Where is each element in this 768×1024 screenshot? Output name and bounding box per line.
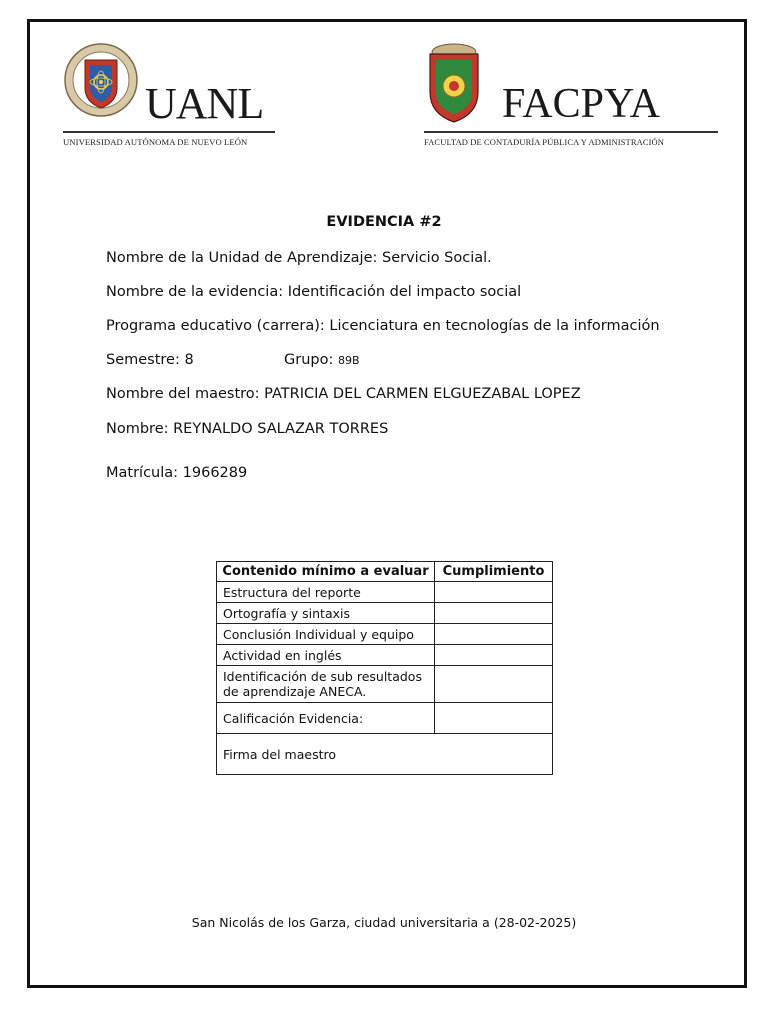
uanl-subtitle: UNIVERSIDAD AUTÓNOMA DE NUEVO LEÓN	[63, 137, 248, 147]
compliance-cell[interactable]	[435, 603, 553, 624]
facpya-rule	[424, 131, 718, 133]
grade-row	[217, 703, 553, 734]
header-contenido: Contenido mínimo a evaluar	[217, 562, 435, 582]
grupo-value: 89B	[337, 354, 360, 367]
grade-cell[interactable]	[435, 703, 553, 734]
page-border	[27, 19, 747, 988]
uanl-rule	[63, 131, 275, 133]
signature-label: Firma del maestro	[217, 734, 553, 775]
table-row	[217, 645, 553, 666]
compliance-cell[interactable]	[435, 666, 553, 703]
criterion-cell: Actividad en inglés	[217, 645, 435, 666]
programa-line: Programa educativo (carrera): Licenciatura en tecnologías de la información	[106, 318, 660, 334]
criterion-cell: Identificación de sub resultados de aprendizaje ANECA.	[217, 666, 435, 703]
document-title: EVIDENCIA #2	[326, 214, 442, 230]
criterion-cell: Ortografía y sintaxis	[217, 603, 435, 624]
unidad-line: Nombre de la Unidad de Aprendizaje: Servicio Social.	[106, 250, 492, 266]
footer-place-date: San Nicolás de los Garza, ciudad universitaria a (28-02-2025)	[191, 915, 577, 930]
matricula-line: Matrícula: 1966289	[106, 465, 248, 481]
semestre-line: Semestre: 8	[106, 352, 194, 368]
compliance-cell[interactable]	[435, 624, 553, 645]
nombre-line: Nombre: REYNALDO SALAZAR TORRES	[106, 421, 389, 437]
facpya-subtitle: FACULTAD DE CONTADURÍA PÚBLICA Y ADMINISTRACIÓN	[424, 137, 665, 147]
uanl-wordmark: UANL	[145, 79, 264, 128]
evaluation-table	[216, 561, 553, 775]
table-row	[217, 582, 553, 603]
uanl-logo	[61, 40, 281, 155]
facpya-logo	[420, 40, 720, 155]
grupo-line	[284, 352, 360, 368]
table-row	[217, 603, 553, 624]
maestro-line: Nombre del maestro: PATRICIA DEL CARMEN ELGUEZABAL LOPEZ	[106, 386, 581, 402]
compliance-cell[interactable]	[435, 645, 553, 666]
table-row	[217, 624, 553, 645]
evidencia-line: Nombre de la evidencia: Identificación del impacto social	[106, 284, 522, 300]
table-row	[217, 666, 553, 703]
compliance-cell[interactable]	[435, 582, 553, 603]
header-cumplimiento: Cumplimiento	[435, 562, 553, 582]
grade-label: Calificación Evidencia:	[217, 703, 435, 734]
signature-row	[217, 734, 553, 775]
criterion-cell: Conclusión Individual y equipo	[217, 624, 435, 645]
grupo-label: Grupo:	[284, 352, 338, 368]
criterion-cell: Estructura del reporte	[217, 582, 435, 603]
facpya-wordmark: FACPYA	[502, 81, 660, 127]
